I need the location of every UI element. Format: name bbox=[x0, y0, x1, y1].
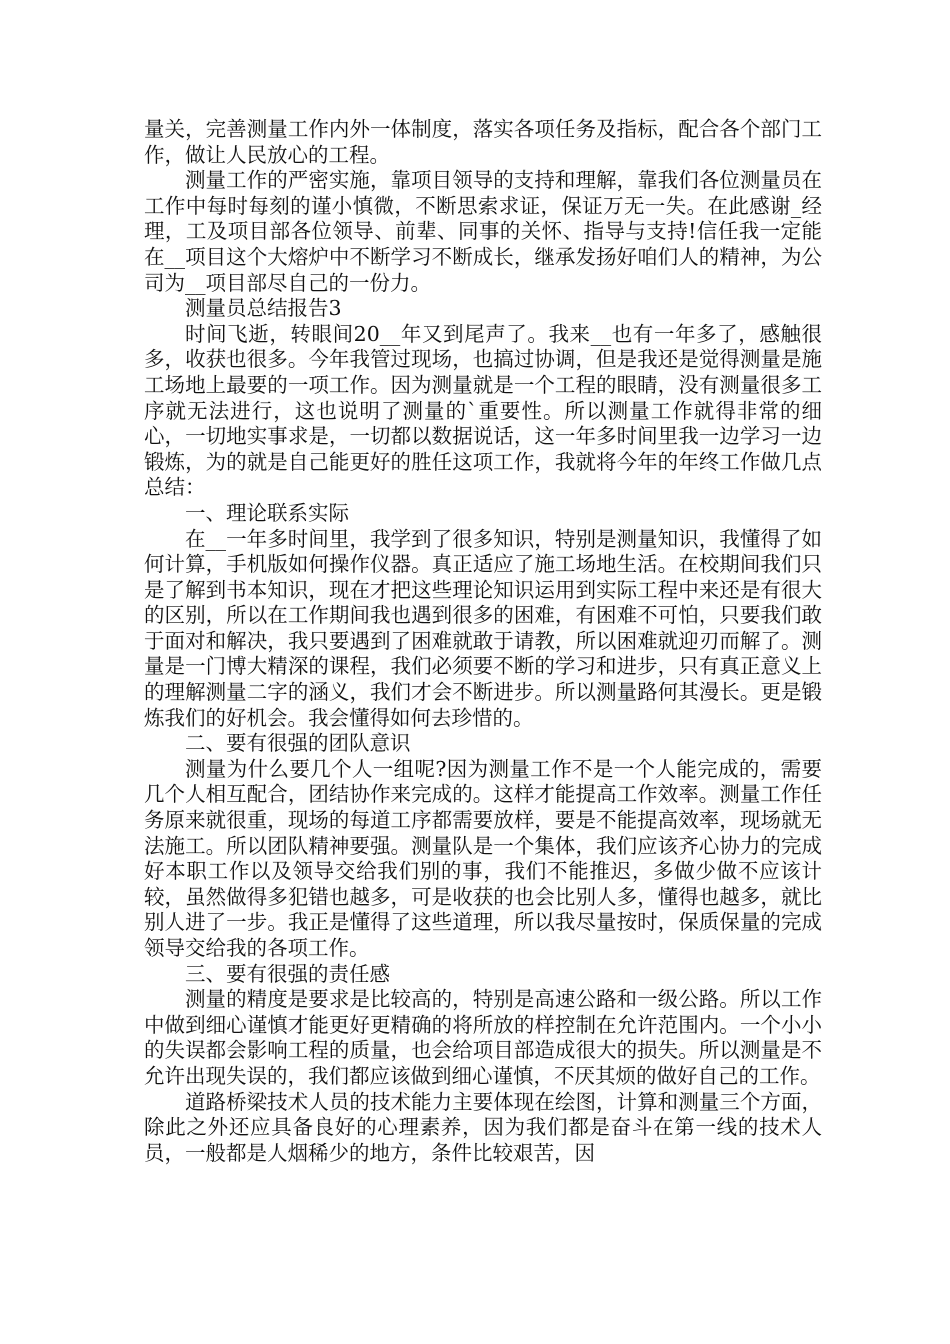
section-heading-team-awareness: 二、要有很强的团队意识 bbox=[185, 731, 411, 756]
document-body bbox=[144, 117, 822, 1166]
section-heading-theory-practice: 一、理论联系实际 bbox=[185, 500, 349, 525]
paragraph: 测量的精度是要求是比较高的，特别是高速公路和一级公路。所以工作中做到细心谨慎才能更好更精确的将所放的样控制在允许范围内。一个小小的失误都会影响工程的质量，也会给项目部造成很大的损失。所以测量是不允许出现失误的，我们都应该做到细心谨慎，不厌其烦的做好自己的工作。 bbox=[144, 987, 822, 1088]
paragraph: 道路桥梁技术人员的技术能力主要体现在绘图，计算和测量三个方面，除此之外还应具备良好的心理素养，因为我们都是奋斗在第一线的技术人员，一般都是人烟稀少的地方，条件比较艰苦，因 bbox=[144, 1089, 822, 1165]
paragraph: 时间飞逝，转眼间20__年又到尾声了。我来__也有一年多了，感触很多，收获也很多。今年我管过现场，也搞过协调，但是我还是觉得测量是施工场地上最要的一项工作。因为测量就是一个工程的眼睛，没有测量很多工序就无法进行，这也说明了测量的`重要性。所以测量工作就得非常的细心，一切地实事求是，一切都以数据说话，这一年多时间里我一边学习一边锻炼，为的就是自己能更好的胜任这项工作，我就将今年的年终工作做几点总结： bbox=[144, 321, 822, 500]
section-heading-responsibility: 三、要有很强的责任感 bbox=[185, 961, 390, 986]
paragraph: 量关，完善测量工作内外一体制度，落实各项任务及指标，配合各个部门工作，做让人民放心的工程。 bbox=[144, 117, 822, 167]
paragraph: 测量为什么要几个人一组呢?因为测量工作不是一个人能完成的，需要几个人相互配合，团结协作来完成的。这样才能提高工作效率。测量工作任务原来就很重，现场的每道工序都需要放样，要是不能提高效率，现场就无法施工。所以团队精神要强。测量队是一个集体，我们应该齐心协力的完成好本职工作以及领导交给我们别的事，我们不能推迟，多做少做不应该计较，虽然做得多犯错也越多，可是收获的也会比别人多，懂得也越多，就比别人进了一步。我正是懂得了这些道理，所以我尽量按时，保质保量的完成领导交给我的各项工作。 bbox=[144, 756, 822, 960]
paragraph: 在__一年多时间里，我学到了很多知识，特别是测量知识，我懂得了如何计算，手机版如何操作仪器。真正适应了施工场地生活。在校期间我们只是了解到书本知识，现在才把这些理论知识运用到实际工程中来还是有很大的区别，所以在工作期间我也遇到很多的困难，有困难不可怕，只要我们敢于面对和解决，我只要遇到了困难就敢于请教，所以困难就迎刃而解了。测量是一门博大精深的课程，我们必须要不断的学习和进步，只有真正意义上的理解测量二字的涵义，我们才会不断进步。所以测量路何其漫长。更是锻炼我们的好机会。我会懂得如何去珍惜的。 bbox=[144, 526, 822, 730]
section-title-report-3: 测量员总结报告3 bbox=[185, 296, 342, 321]
paragraph: 测量工作的严密实施，靠项目领导的支持和理解，靠我们各位测量员在工作中每时每刻的谨小慎微，不断思索求证，保证万无一失。在此感谢_经理，工及项目部各位领导、前辈、同事的关怀、指导与支持!信任我一定能在__项目这个大熔炉中不断学习不断成长，继承发扬好咱们人的精神，为公司为__项目部尽自己的一份力。 bbox=[144, 168, 822, 295]
